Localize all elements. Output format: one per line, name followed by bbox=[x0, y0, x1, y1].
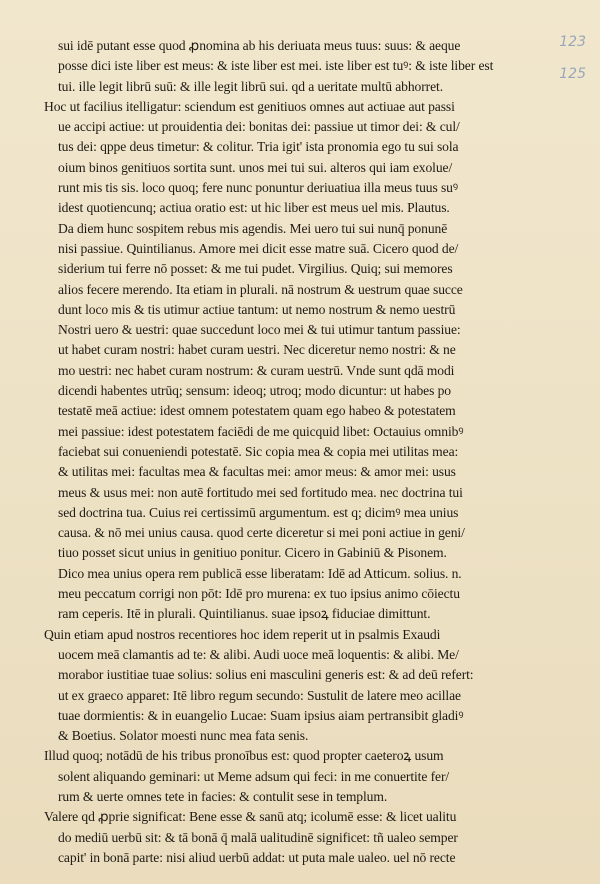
folio-annotation-2: 125 bbox=[559, 66, 586, 82]
text-line: Dico mea unius opera rem publicā esse liberatam: Idē ad Atticum. solius. n. bbox=[58, 565, 462, 581]
text-line: sui idē putant esse quod ꝓnomina ab his deriuata meus tuus: suus: & aeque bbox=[58, 38, 461, 53]
folio-annotation-1: 123 bbox=[559, 34, 586, 50]
text-line: ut ex graeco apparet: Itē libro regum secundo: Sustulit de latere meo acillae bbox=[58, 687, 461, 703]
text-line: tiuo posset sicut unius in genitiuo ponitur. Cicero in Gabiniū & Pisonem. bbox=[58, 545, 447, 561]
text-line: tui. ille legit librū suū: & ille legit librū sui. qd a ueritate multū abhorret. bbox=[58, 78, 444, 94]
text-line: meu peccatum corrigi non pōt: Idē pro murena: ex tuo ipsius animo cōiectu bbox=[58, 586, 460, 602]
text-line: morabor iustitiae tuae solius: solius eni masculini generis est: & ad deū refert: bbox=[58, 667, 474, 683]
text-block bbox=[44, 36, 544, 868]
text-line: & Boetius. Solator moesti nunc mea fata senis. bbox=[58, 728, 309, 744]
text-line: runt mis tis sis. loco quoq; fere nunc ponuntur deriuatiua illa meus tuus suꝰ bbox=[58, 180, 458, 196]
text-line: solent aliquando geminari: ut Meme adsum qui feci: in me conuertite fer/ bbox=[58, 768, 450, 784]
text-line: Illud quoq; notādū de his tribus pronoībus est: quod propter caeteroꝝ usum bbox=[44, 748, 444, 764]
text-line: Nostri uero & uestri: quae succedunt loco mei & tui utimur tantum passiue: bbox=[58, 322, 461, 338]
text-line: siderium tui ferre nō posset: & me tui pudet. Virgilius. Quiq; sui memores bbox=[58, 261, 453, 277]
text-line: uocem meā clamantis ad te: & alibi. Audi uoce meā loquentis: & alibi. Me/ bbox=[58, 646, 459, 662]
text-line: ue accipi actiue: ut prouidentia dei: bonitas dei: passiue ut timor dei: & cul/ bbox=[58, 119, 460, 135]
text-line: Da diem hunc sospitem rebus mis agendis. Mei uero tui sui nunq̄ ponunē bbox=[58, 220, 448, 236]
text-line: sed doctrina tua. Cuius rei certissimū argumentum. est q; dicimꝰ mea unius bbox=[58, 504, 459, 520]
text-line: dunt loco mis & tis utimur actiue tantum: ut nemo nostrum & nemo uestrū bbox=[58, 301, 456, 317]
text-line: ram ceperis. Itē in plurali. Quintilianus. suae ipsoꝝ fiduciae dimittunt. bbox=[58, 606, 431, 622]
text-line: mo uestri: nec habet curam nostrum: & curam uestrū. Vnde sunt qdā modi bbox=[58, 362, 455, 378]
text-line: Valere qd ꝓprie significat: Bene esse & sanū atq; icolumē esse: & licet ualitu bbox=[44, 809, 457, 825]
text-line: posse dici iste liber est meus: & iste liber est mei. iste liber est tuꝰ: & iste liber est bbox=[58, 58, 494, 74]
text-line: nisi passiue. Quintilianus. Amore mei dicit esse matre suā. Cicero quod de/ bbox=[58, 240, 459, 256]
text-line: capit' in bonā parte: nisi aliud uerbū addat: ut puta male ualeo. uel nō recte bbox=[58, 849, 456, 865]
text-line: mei passiue: idest potestatem faciēdi de me quicquid libet: Octauius omnibꝰ bbox=[58, 423, 464, 439]
text-line: oium binos genitiuos sortita sunt. unos mei tui sui. alteros qui iam exolue/ bbox=[58, 159, 453, 175]
text-line: tuae dormientis: & in euangelio Lucae: Suam ipsius aiam pertransibit gladiꝰ bbox=[58, 707, 464, 723]
text-line: testatē meā actiue: idest omnem potestatem quam ego habeo & potestatem bbox=[58, 403, 456, 419]
text-line: causa. & nō mei unius causa. quod certe diceretur si mei poni actiue in geni/ bbox=[58, 525, 465, 541]
text-line: Hoc ut facilius itelligatur: sciendum est genitiuos omnes aut actiuae aut passi bbox=[44, 98, 455, 114]
text-line: dicendi habentes utrūq; sensum: ideoq; utroq; modo dicuntur: ut habes po bbox=[58, 383, 451, 399]
text-line: rum & uerte omnes tete in facies: & contulit sese in templum. bbox=[58, 788, 388, 804]
text-line: faciebat sui conueniendi potestatē. Sic copia mea & copia mei utilitas mea: bbox=[58, 443, 459, 459]
text-line: meus & usus mei: non autē fortitudo mei sed fortitudo mea. nec doctrina tui bbox=[58, 484, 463, 500]
text-line: alios fecere merendo. Ita etiam in plurali. nā nostrum & uestrum quae succe bbox=[58, 281, 463, 297]
text-line: idest quotiencunq; actiua oratio est: ut hic liber est meus uel mis. Plautus. bbox=[58, 200, 450, 216]
text-line: & utilitas mei: facultas mea & facultas mei: amor meus: & amor mei: usus bbox=[58, 464, 456, 480]
text-line: do mediū uerbū sit: & tā bonā q̄ malā ualitudinē significet: tñ ualeo semper bbox=[58, 829, 458, 845]
text-line: ut habet curam nostri: habet curam uestri. Nec diceretur nemo nostri: & ne bbox=[58, 342, 456, 358]
text-line: tus dei: qppe deus timetur: & colitur. Tria igit' ista pronomia ego tu sui sola bbox=[58, 139, 459, 155]
text-line: Quin etiam apud nostros recentiores hoc idem reperit ut in psalmis Exaudi bbox=[44, 626, 441, 642]
